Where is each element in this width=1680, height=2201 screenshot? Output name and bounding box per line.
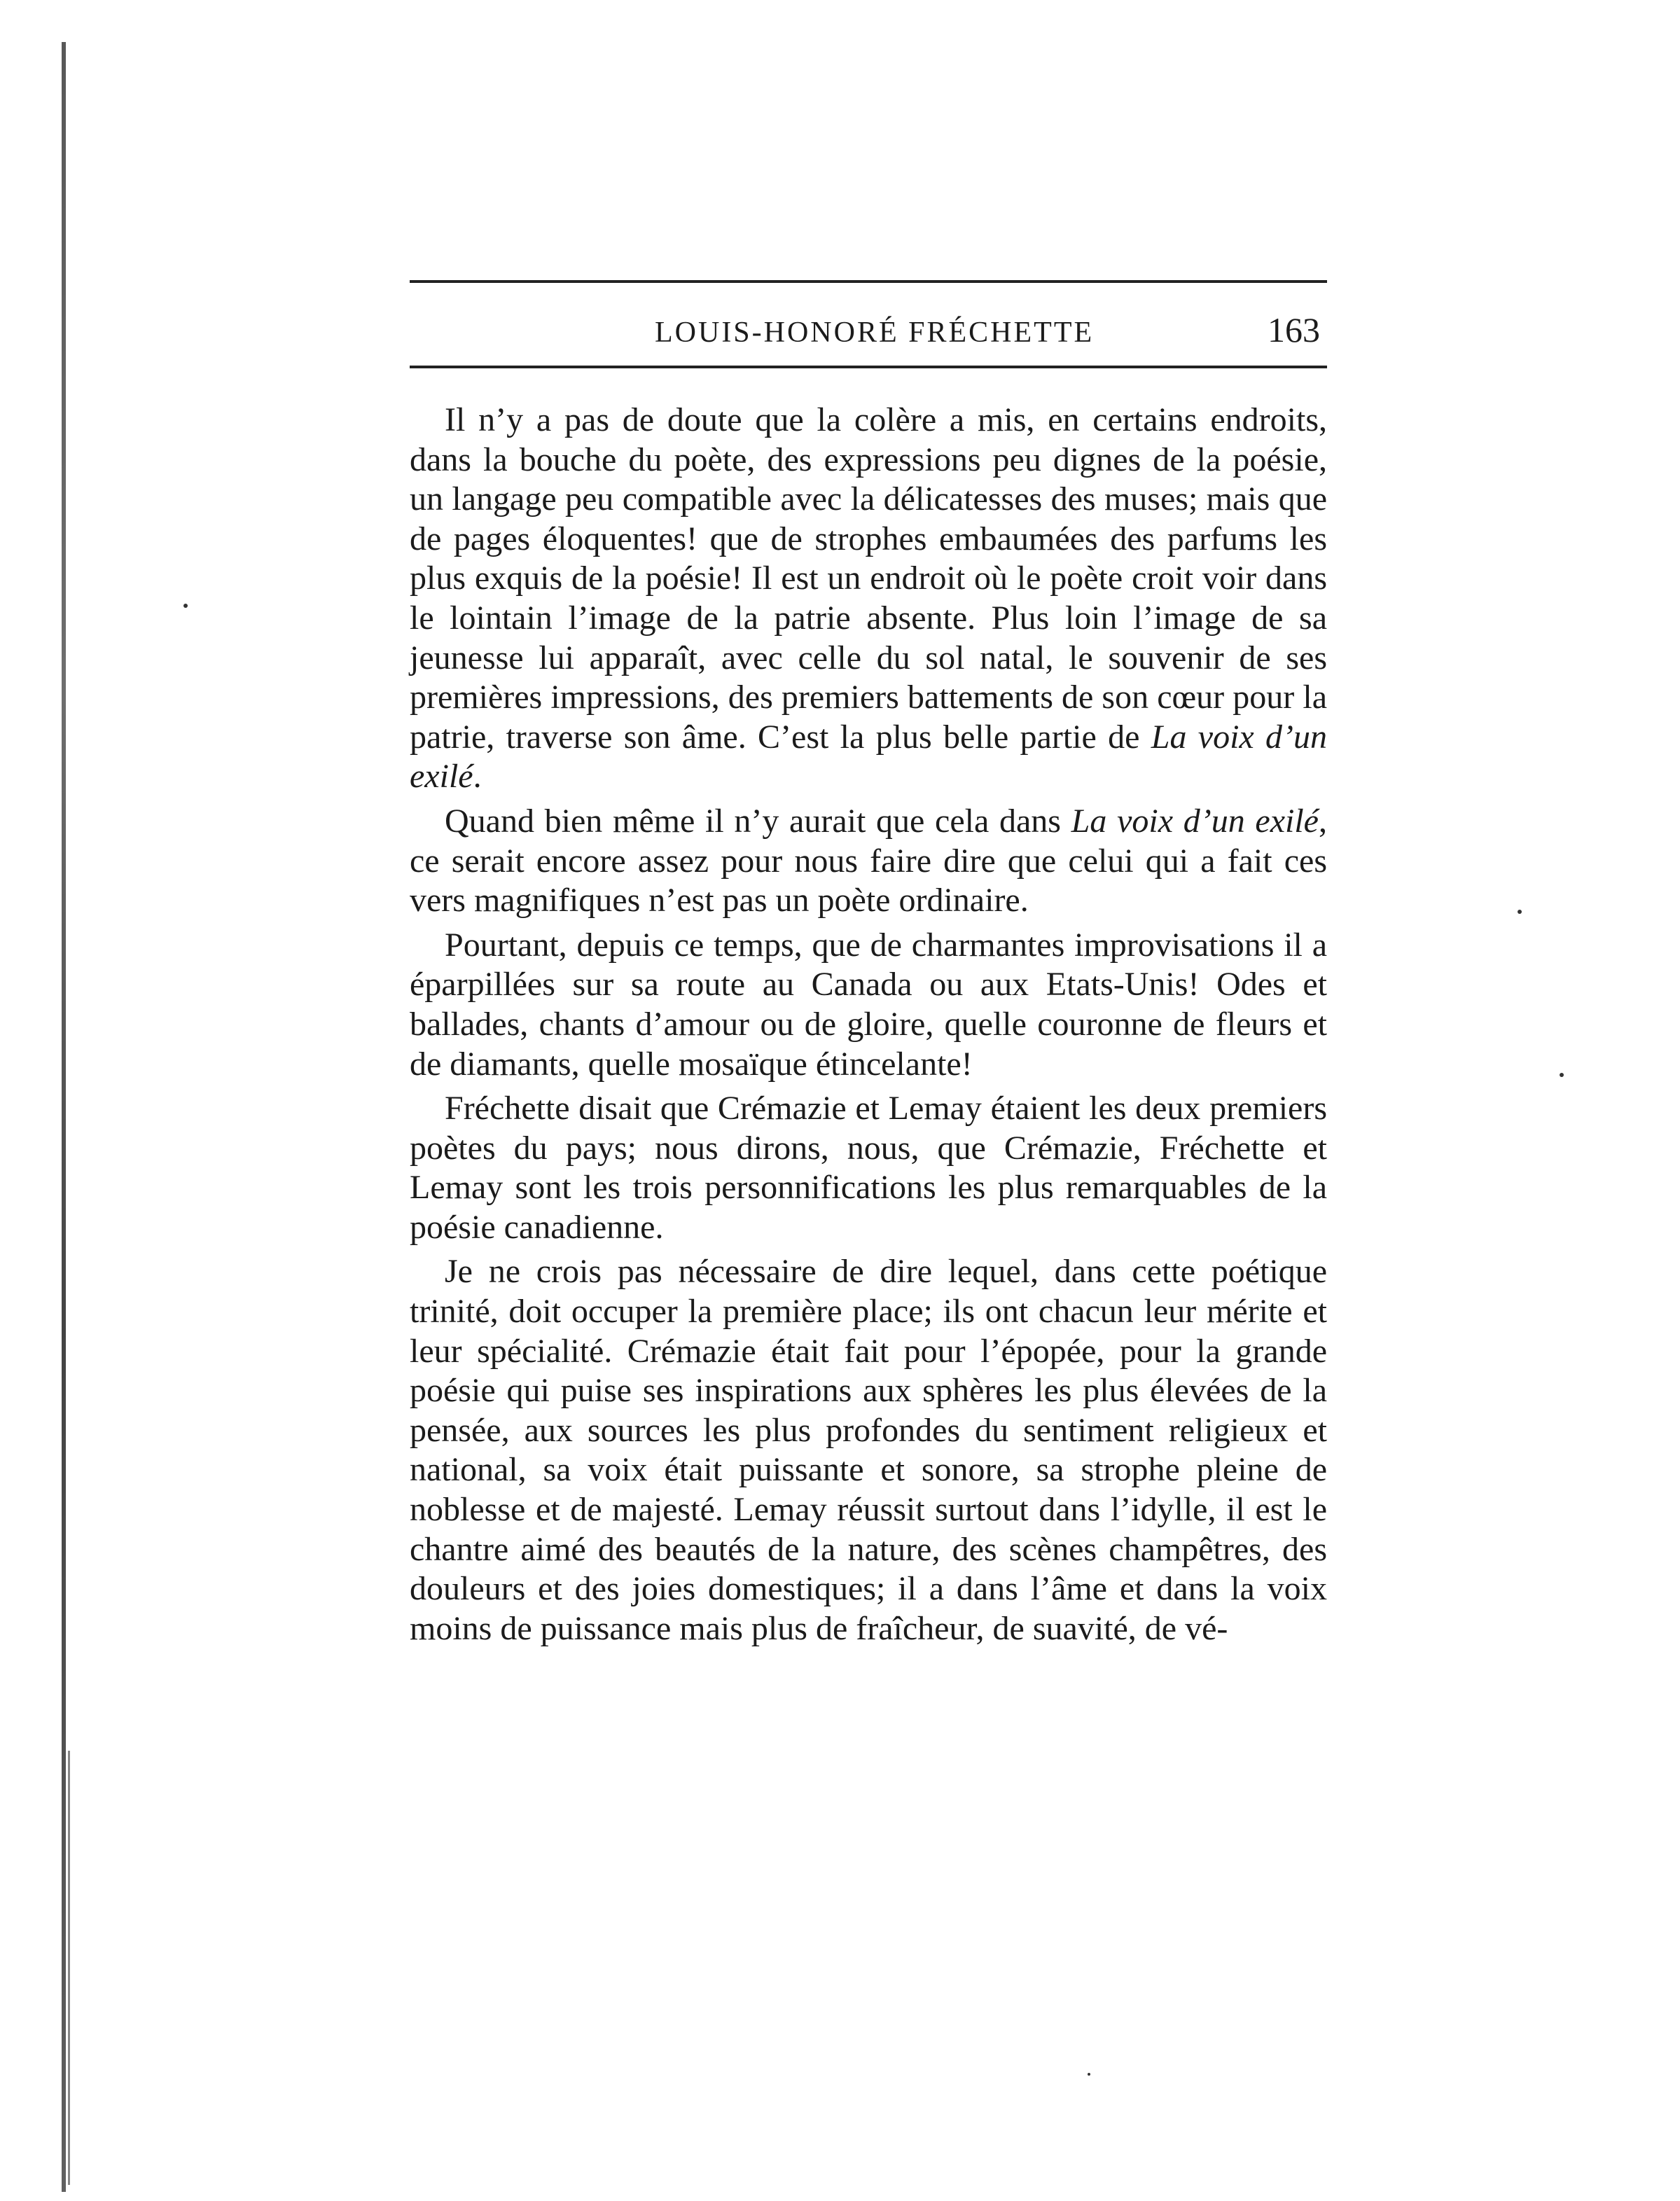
text-run: Quand bien même il n’y aurait que cela dans [445, 802, 1071, 840]
italic-title: La voix d’un exilé [1071, 802, 1319, 840]
text-run: Il n’y a pas de doute que la colère a mis, en certains endroits, dans la bouche du poète, des expressions peu dignes de la poésie, un langage peu compatible avec la délicatesses des muses; mais que de pages éloquentes! que de strophes embaumées des parfums les plus exquis de la poésie! Il est un endroit où le poète croit voir dans le lointain l’image de la patrie absente. Plus loin l’image de sa jeunesse lui apparaît, avec celle du sol natal, le souvenir de ses premières impressions, des premiers battements de son cœur pour la patrie, traverse son âme. C’est la plus belle partie de [410, 401, 1327, 756]
scan-speck [1088, 2073, 1090, 2076]
book-page [410, 280, 1327, 1653]
scanned-page-edge [62, 42, 66, 2192]
paragraph [410, 802, 1327, 921]
text-run: . [473, 758, 482, 796]
text-run: , ce serait encore assez pour nous faire dire que celui qui a fait ces vers magnifiques n’est pas un poète ordinaire. [410, 802, 1327, 919]
text-run: Fréchette disait que Crémazie et Lemay étaient les deux premiers poètes du pays; nous dirons, nous, que Crémazie, Fréchette et Lemay sont les trois personnifications les plus remarquables de la poésie canadienne. [410, 1090, 1327, 1246]
scan-speck [1518, 910, 1522, 914]
running-title: LOUIS-HONORÉ FRÉCHETTE [655, 317, 1095, 349]
scanned-page-edge-shadow [68, 1751, 70, 2185]
scan-speck [183, 604, 188, 608]
scan-speck [1560, 1073, 1564, 1077]
text-run: Pourtant, depuis ce temps, que de charmantes improvisations il a éparpillées sur sa route au Canada ou aux Etats-Unis! Odes et ballades, chants d’amour ou de gloire, quelle couronne de fleurs et de diamants, quelle mosaïque étincelante! [410, 926, 1327, 1083]
paragraph [410, 401, 1327, 797]
page-number: 163 [1268, 310, 1320, 349]
paragraph [410, 926, 1327, 1084]
italic-title: La voix d’un exilé [410, 718, 1327, 796]
header-top-rule [410, 280, 1327, 283]
running-head [410, 310, 1327, 350]
text-run: Je ne crois pas nécessaire de dire lequel, dans cette poétique trinité, doit occuper la première place; ils ont chacun leur mérite et leur spécialité. Crémazie était fait pour l’épopée, pour la grande poésie qui puise ses inspirations aux sphères les plus élevées de la pensée, aux sources les plus profondes du sentiment religieux et national, sa voix était puissante et sonore, sa strophe pleine de noblesse et de majesté. Lemay réussit surtout dans l’idylle, il est le chantre aimé des beautés de la nature, des scènes champêtres, des douleurs et des joies domestiques; il a dans l’âme et dans la voix moins de puissance mais plus de fraîcheur, de suavité, de vé- [410, 1253, 1327, 1647]
paragraph [410, 1252, 1327, 1648]
header-bottom-rule [410, 366, 1327, 368]
body-text [410, 401, 1327, 1648]
paragraph [410, 1089, 1327, 1247]
